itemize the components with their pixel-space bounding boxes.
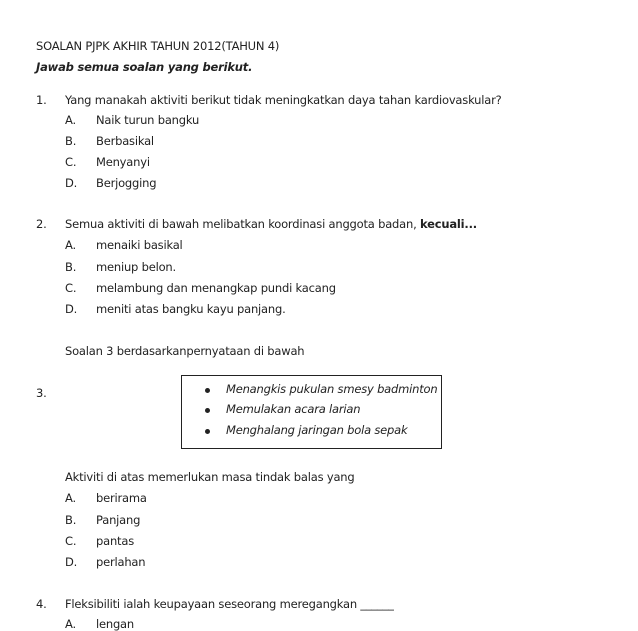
option-letter: D. — [65, 555, 78, 569]
option-letter: D. — [65, 176, 78, 190]
option-text: pantas — [96, 534, 134, 548]
option-letter: C. — [65, 155, 77, 169]
option-text: berirama — [96, 491, 147, 505]
option-letter: B. — [65, 260, 77, 274]
instruction: Jawab semua soalan yang berikut. — [36, 60, 253, 74]
statement-item: Memulakan acara larian — [226, 402, 361, 416]
page-title: SOALAN PJPK AKHIR TAHUN 2012(TAHUN 4) — [36, 39, 280, 53]
statement-item: Menghalang jaringan bola sepak — [226, 423, 408, 437]
question-text: Aktiviti di atas memerlukan masa tindak balas yang — [65, 470, 355, 484]
bullet-icon — [205, 388, 210, 393]
option-letter: C. — [65, 534, 77, 548]
question-text — [65, 217, 477, 231]
statement-item: Menangkis pukulan smesy badminton — [226, 382, 438, 396]
question-intro: Soalan 3 berdasarkanpernyataan di bawah — [65, 344, 305, 358]
bullet-icon — [205, 408, 210, 413]
option-text: meniup belon. — [96, 260, 176, 274]
question-number: 3. — [36, 386, 47, 400]
option-letter: D. — [65, 302, 78, 316]
option-letter: B. — [65, 134, 77, 148]
option-text: Menyanyi — [96, 155, 150, 169]
question-text: Fleksibiliti ialah keupayaan seseorang meregangkan ______ — [65, 597, 394, 611]
option-letter: A. — [65, 491, 76, 505]
option-letter: B. — [65, 513, 77, 527]
question-number: 2. — [36, 217, 47, 231]
option-text: melambung dan menangkap pundi kacang — [96, 281, 336, 295]
option-letter: A. — [65, 617, 76, 631]
option-letter: C. — [65, 281, 77, 295]
option-text: Naik turun bangku — [96, 113, 200, 127]
statement-box — [181, 375, 442, 449]
option-letter: A. — [65, 238, 76, 252]
question-number: 1. — [36, 93, 47, 107]
option-text: Berbasikal — [96, 134, 154, 148]
question-text-main: Semua aktiviti di bawah melibatkan koordinasi anggota badan, — [65, 217, 421, 231]
question-text: Yang manakah aktiviti berikut tidak meningkatkan daya tahan kardiovaskular? — [65, 93, 502, 107]
option-letter: A. — [65, 113, 76, 127]
question-number: 4. — [36, 597, 47, 611]
bullet-icon — [205, 429, 210, 434]
option-text: Berjogging — [96, 176, 157, 190]
option-text: menaiki basikal — [96, 238, 183, 252]
option-text: meniti atas bangku kayu panjang. — [96, 302, 286, 316]
question-emphasis: kecuali... — [420, 217, 477, 231]
option-text: Panjang — [96, 513, 141, 527]
option-text: lengan — [96, 617, 134, 631]
option-text: perlahan — [96, 555, 146, 569]
